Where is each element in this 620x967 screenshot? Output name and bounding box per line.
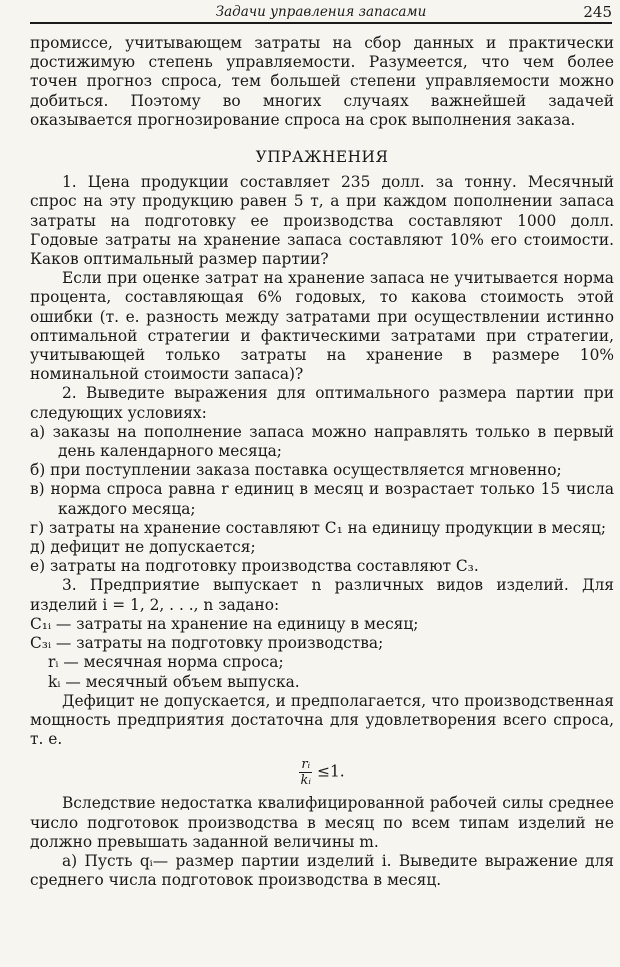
exercise-3-part-a: а) Пусть qᵢ— размер партии изделий i. Выведите выражение для среднего числа подготовок производства в месяц. (30, 851, 614, 890)
page-number: 245 (583, 3, 612, 21)
exercise-3-assumption: Дефицит не допускается, и предполагается, что производственная мощность предприятия достаточна для удовлетворения всего спроса, т. е. (30, 691, 614, 749)
running-title: Задачи управления запасами (215, 4, 427, 20)
formula-relation: ≤1. (317, 762, 345, 781)
definition-ri: rᵢ — месячная норма спроса; (48, 653, 284, 672)
exercise-2-item-c: в) норма спроса равна r единиц в месяц и возрастает только 15 числа каждого месяца; (30, 480, 614, 518)
exercise-2-item-e: д) дефицит не допускается; (30, 538, 256, 557)
exercise-2-item-d: г) затраты на хранение составляют C₁ на единицу продукции в месяц; (30, 518, 607, 537)
definition-c3i: C₃ᵢ — затраты на подготовку производства; (30, 634, 384, 653)
formula-denominator: kᵢ (300, 773, 311, 789)
exercise-3: 3. Предприятие выпускает n различных видов изделий. Для изделий i = 1, 2, . . ., n задано: (30, 576, 614, 614)
section-heading: УПРАЖНЕНИЯ (255, 148, 389, 167)
definition-ki: kᵢ — месячный объем выпуска. (48, 672, 300, 691)
definition-c1i: C₁ᵢ — затраты на хранение на единицу в месяц; (30, 614, 419, 633)
exercise-2-item-b: б) при поступлении заказа поставка осуществляется мгновенно; (30, 461, 562, 480)
page-header (30, 2, 612, 22)
formula-numerator: rᵢ (301, 757, 311, 773)
header-rule (30, 22, 612, 24)
exercise-3-constraint: Вследствие недостатка квалифицированной рабочей силы среднее число подготовок производства в месяц по всем типам изделий не должно превышать заданной величины m. (30, 794, 614, 851)
exercise-1-followup: Если при оценке затрат на хранение запаса не учитывается норма процента, составляющая 6% годовых, то какова стоимость этой ошибки (т. е. разность между затратами при осуществлении истинно оптимальной стратегии и фактическими затратами при стратегии, учитывающей только затраты на хранение в размере 10% номинальной стоимости запаса)? (30, 269, 614, 384)
exercise-1: 1. Цена продукции составляет 235 долл. за тонну. Месячный спрос на эту продукцию равен 5 т, а при каждом пополнении запаса затраты на подготовку ее производства составляют 1000 долл. Годовые затраты на хранение запаса составляют 10% его стоимости. Каков оптимальный размер партии? (30, 173, 614, 269)
exercise-2-item-a: а) заказы на пополнение запаса можно направлять только в первый день календарного месяца; (30, 422, 614, 461)
paragraph-continuation: промиссе, учитывающем затраты на сбор данных и практически достижимую степень управляемости. Разумеется, что чем более точен прогноз спроса, тем большей степени управляемости можно добиться. Поэтому во многих случаях важнейшей задачей оказывается прогнозирование спроса на срок выполнения заказа. (30, 34, 614, 129)
formula-fraction (299, 757, 312, 788)
formula (30, 757, 614, 788)
exercise-2-item-f: е) затраты на подготовку производства составляют C₃. (30, 557, 479, 576)
exercise-2: 2. Выведите выражения для оптимального размера партии при следующих условиях: (30, 384, 614, 422)
page-body (30, 34, 614, 890)
